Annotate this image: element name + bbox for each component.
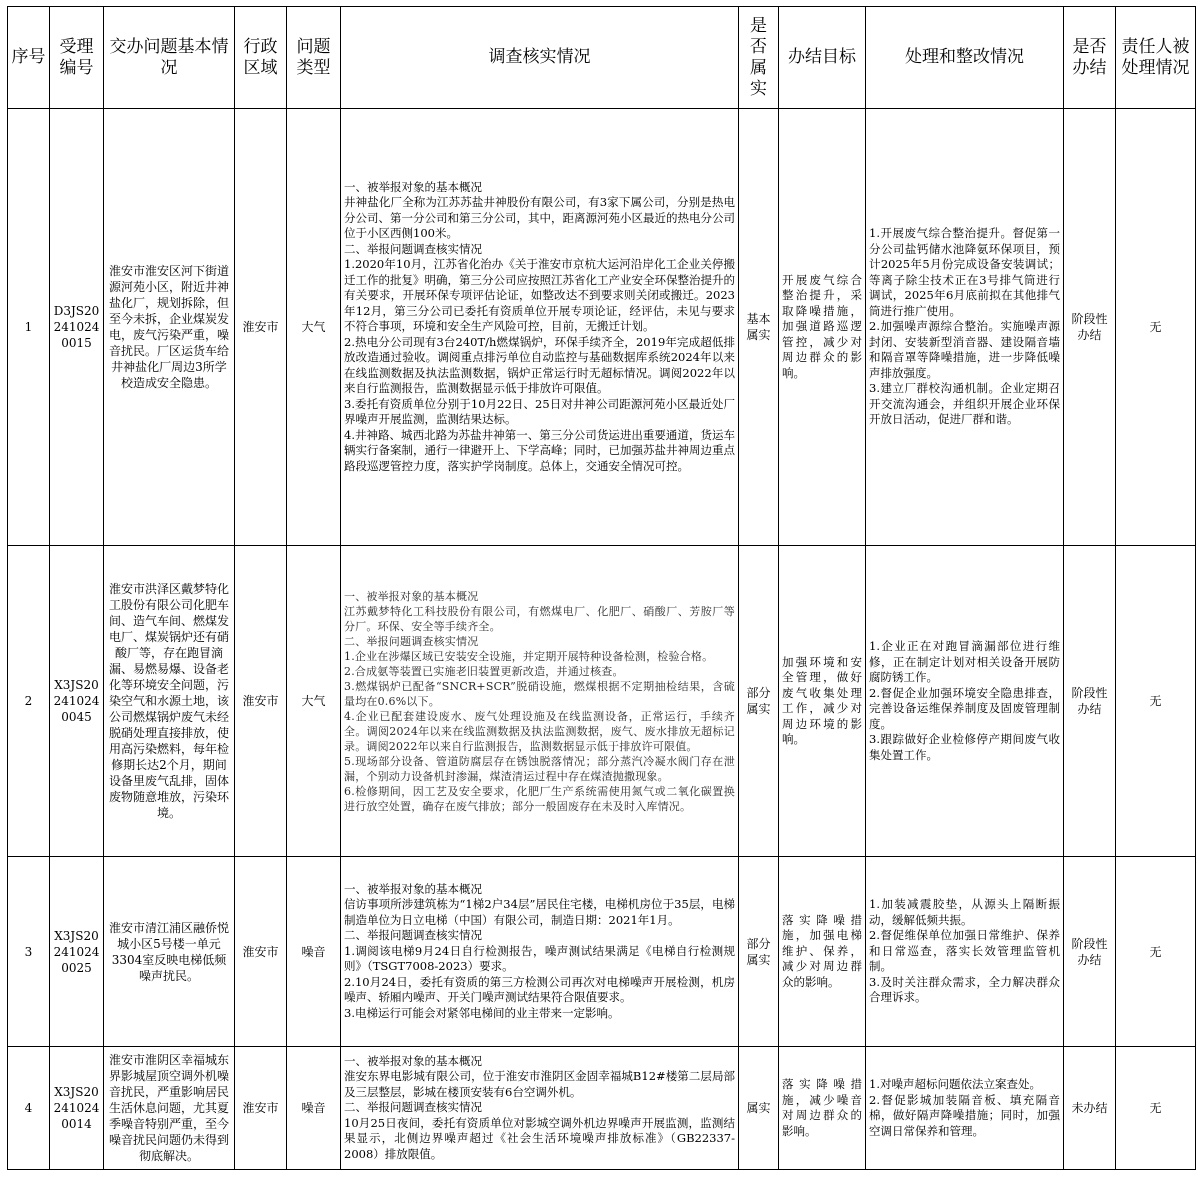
investigation-line: 二、举报问题调查核实情况 bbox=[344, 928, 482, 943]
table-row bbox=[8, 546, 1196, 857]
cell-problem: 淮安市淮阴区幸福城东界影城屋顶空调外机噪音扰民，严重影响居民生活休息问题，尤其夏季噪音特别严重，至今噪音扰民问题仍未得到彻底解决。 bbox=[104, 1047, 235, 1170]
rectification-line: 1.加装减震胶垫，从源头上隔断振动，缓解低频共振。 bbox=[869, 897, 1060, 927]
header-closed: 是否办结 bbox=[1064, 7, 1116, 109]
cell-case-no: X3JS202410240025 bbox=[50, 857, 104, 1047]
investigation-line: 江苏戴梦特化工科技股份有限公司，有燃煤电厂、化肥厂、硝酸厂、芳胺厂等分厂。环保、安全等手续齐全。 bbox=[344, 604, 735, 633]
cell-rectification bbox=[866, 1047, 1064, 1170]
header-goal: 办结目标 bbox=[779, 7, 866, 109]
cell-verified: 部分属实 bbox=[739, 546, 779, 857]
investigation-line: 二、举报问题调查核实情况 bbox=[344, 1100, 482, 1115]
investigation-line: 一、被举报对象的基本概况 bbox=[344, 179, 482, 194]
cell-rectification bbox=[866, 109, 1064, 546]
investigation-line: 井神盐化厂全称为江苏苏盐井神股份有限公司，有3家下属公司，分别是热电分公司、第一分公司和第三分公司，其中，距离源河苑小区最近的热电分公司位于小区西侧100米。 bbox=[344, 195, 735, 241]
investigation-line: 二、举报问题调查核实情况 bbox=[344, 241, 482, 256]
cell-seq: 3 bbox=[8, 857, 50, 1047]
investigation-line: 2.合成氨等装置已实施老旧装置更新改造，并通过核查。 bbox=[344, 664, 624, 678]
cell-case-no: X3JS202410240014 bbox=[50, 1047, 104, 1170]
header-row bbox=[8, 7, 1196, 109]
rectification-line: 2.督促企业加强环境安全隐患排查，完善设备运维保养制度及固废管理制度。 bbox=[869, 685, 1060, 731]
cell-district: 淮安市 bbox=[235, 1047, 287, 1170]
cell-goal: 落实降噪措施，加强电梯维护、保养，减少对周边群众的影响。 bbox=[779, 857, 866, 1047]
cell-case-no: D3JS202410240015 bbox=[50, 109, 104, 546]
investigation-line: 2.热电分公司现有3台240T/h燃煤锅炉，环保手续齐全，2019年完成超低排放改造通过验收。调阅重点排污单位自动监控与基础数据库系统2024年以来在线监测数据及执法监测数据，锅炉正常运行时无超标情况。调阅2022年以来自行监测报告，监测数据显示低于排放许可限值。 bbox=[344, 334, 735, 396]
rectification-line: 2.加强噪声源综合整治。实施噪声源封闭、安装新型消音器、建设隔音墙和隔音罩等降噪措施，进一步降低噪声排放强度。 bbox=[869, 319, 1060, 380]
header-verified: 是否属实 bbox=[739, 7, 779, 109]
cell-goal: 开展废气综合整治提升，采取降噪措施，加强道路巡逻管控，减少对周边群众的影响。 bbox=[779, 109, 866, 546]
cell-accountability: 无 bbox=[1116, 1047, 1196, 1170]
cell-seq: 4 bbox=[8, 1047, 50, 1170]
cell-verified: 部分属实 bbox=[739, 857, 779, 1047]
cell-district: 淮安市 bbox=[235, 109, 287, 546]
rectification-line: 3.建立厂群校沟通机制。企业定期召开交流沟通会，并组织开展企业环保开放日活动，促进厂群和谐。 bbox=[869, 381, 1060, 427]
investigation-line: 信访事项所涉建筑栋为“1梯2户34层”居民住宅楼，电梯机房位于35层，电梯制造单位为日立电梯（中国）有限公司，制造日期：2021年1月。 bbox=[344, 897, 735, 927]
cell-case-no: X3JS202410240045 bbox=[50, 546, 104, 857]
investigation-line: 3.委托有资质单位分别于10月22日、25日对井神公司距源河苑小区最近处厂界噪声开展监测，监测结果达标。 bbox=[344, 396, 735, 427]
cell-closed: 阶段性办结 bbox=[1064, 546, 1116, 857]
cell-verified: 基本属实 bbox=[739, 109, 779, 546]
header-type: 问题类型 bbox=[287, 7, 341, 109]
table-row bbox=[8, 1047, 1196, 1170]
investigation-line: 2.10月24日，委托有资质的第三方检测公司再次对电梯噪声开展检测，机房噪声、轿厢内噪声、开关门噪声测试结果符合限值要求。 bbox=[344, 974, 735, 1005]
investigation-line: 淮安东界电影城有限公司，位于淮安市淮阴区金固幸福城B12#楼第二层局部及三层整层，影城在楼顶安装有6台空调外机。 bbox=[344, 1069, 735, 1099]
investigation-line: 1.调阅该电梯9月24日自行检测报告，噪声测试结果满足《电梯自行检测规则》（TSGT7008-2023）要求。 bbox=[344, 943, 735, 974]
cell-seq: 2 bbox=[8, 546, 50, 857]
cell-closed: 未办结 bbox=[1064, 1047, 1116, 1170]
complaint-table bbox=[7, 6, 1196, 1170]
cell-accountability: 无 bbox=[1116, 546, 1196, 857]
cell-seq: 1 bbox=[8, 109, 50, 546]
cell-type: 噪音 bbox=[287, 857, 341, 1047]
cell-problem: 淮安市洪泽区戴梦特化工股份有限公司化肥车间、造气车间、燃煤发电厂、煤炭锅炉还有硝酸厂等，存在跑冒滴漏、易燃易爆、设备老化等环境安全问题，污染空气和水源土地，该公司燃煤锅炉废气未经脱硝处理直接排放，使用高污染燃料，每年检修期长达2个月，期间设备里废气乱排，固体废物随意堆放，污染环境。 bbox=[104, 546, 235, 857]
rectification-line: 3.跟踪做好企业检修停产期间废气收集处置工作。 bbox=[869, 732, 1060, 762]
header-seq: 序号 bbox=[8, 7, 50, 109]
cell-closed: 阶段性办结 bbox=[1064, 109, 1116, 546]
investigation-line: 1.2020年10月，江苏省化治办《关于淮安市京杭大运河沿岸化工企业关停搬迁工作的批复》明确，第三分公司应按照江苏省化工产业安全环保整治提升的有关要求，开展环保专项评估论证，如整改达不到要求则关闭或搬迁。2023年12月，第三分公司已委托有资质单位开展专项论证，经评估，未见与要求不符合事项，环境和安全生产风险可控，目前，无搬迁计划。 bbox=[344, 257, 735, 334]
rectification-line: 1.企业正在对跑冒滴漏部位进行维修，正在制定计划对相关设备开展防腐防锈工作。 bbox=[869, 639, 1060, 684]
investigation-line: 10月25日夜间，委托有资质单位对影城空调外机边界噪声开展监测，监测结果显示，北侧边界噪声超过《社会生活环境噪声排放标准》（GB22337-2008）排放限值。 bbox=[344, 1115, 735, 1161]
investigation-line: 6.检修期间，因工艺及安全要求，化肥厂生产系统需使用氮气或二氧化碳置换进行放空处置，确存在废气排放；部分一般固废存在未及时入库情况。 bbox=[344, 784, 735, 813]
investigation-line: 5.现场部分设备、管道防腐层存在锈蚀脱落情况；部分蒸汽冷凝水阀门存在泄漏，个别动力设备机封渗漏，煤渣清运过程中存在煤渣抛撒现象。 bbox=[344, 754, 735, 783]
table-row bbox=[8, 109, 1196, 546]
rectification-line: 3.及时关注群众需求，全力解决群众合理诉求。 bbox=[869, 974, 1060, 1005]
header-case-no: 受理编号 bbox=[50, 7, 104, 109]
header-accountability: 责任人被处理情况 bbox=[1116, 7, 1196, 109]
header-district: 行政区域 bbox=[235, 7, 287, 109]
header-rectification: 处理和整改情况 bbox=[866, 7, 1064, 109]
cell-rectification bbox=[866, 546, 1064, 857]
investigation-line: 1.企业在涉爆区域已安装安全设施，并定期开展特种设备检测，检验合格。 bbox=[344, 649, 714, 663]
header-investigation: 调查核实情况 bbox=[341, 7, 739, 109]
rectification-line: 1.开展废气综合整治提升。督促第一分公司盐钙储水池降氨环保项目，预计2025年5月份完成设备安装调试；等离子除尘技术正在3号排气筒进行调试，2025年6月底前拟在其他排气筒进行推广使用。 bbox=[869, 226, 1060, 318]
cell-type: 大气 bbox=[287, 546, 341, 857]
cell-investigation bbox=[341, 1047, 739, 1170]
cell-investigation bbox=[341, 109, 739, 546]
cell-closed: 阶段性办结 bbox=[1064, 857, 1116, 1047]
investigation-line: 一、被举报对象的基本概况 bbox=[344, 589, 479, 603]
header-problem: 交办问题基本情况 bbox=[104, 7, 235, 109]
rectification-line: 2.督促影城加装隔音板、填充隔音棉，做好隔声降噪措施；同时，加强空调日常保养和管理。 bbox=[869, 1092, 1060, 1138]
investigation-line: 一、被举报对象的基本概况 bbox=[344, 881, 482, 896]
cell-problem: 淮安市清江浦区融侨悦城小区5号楼一单元3304室反映电梯低频噪声扰民。 bbox=[104, 857, 235, 1047]
cell-investigation bbox=[341, 857, 739, 1047]
cell-type: 大气 bbox=[287, 109, 341, 546]
cell-verified: 属实 bbox=[739, 1047, 779, 1170]
investigation-line: 3.燃煤锅炉已配备“SNCR+SCR”脱硝设施，燃煤根据不定期抽检结果，含硫量均在0.6%以下。 bbox=[344, 679, 735, 708]
cell-district: 淮安市 bbox=[235, 857, 287, 1047]
rectification-line: 2.督促维保单位加强日常维护、保养和日常巡查，落实长效管理监管机制。 bbox=[869, 928, 1060, 974]
cell-accountability: 无 bbox=[1116, 109, 1196, 546]
cell-type: 噪音 bbox=[287, 1047, 341, 1170]
investigation-line: 4.企业已配套建设废水、废气处理设施及在线监测设备，正常运行，手续齐全。调阅2024年以来在线监测数据及执法监测数据，废气、废水排放无超标记录。调阅2022年以来自行监测报告，监测数据显示低于排放许可限值。 bbox=[344, 709, 735, 753]
table-row bbox=[8, 857, 1196, 1047]
investigation-line: 一、被举报对象的基本概况 bbox=[344, 1053, 482, 1068]
cell-investigation bbox=[341, 546, 739, 857]
cell-rectification bbox=[866, 857, 1064, 1047]
cell-district: 淮安市 bbox=[235, 546, 287, 857]
investigation-line: 3.电梯运行可能会对紧邻电梯间的业主带来一定影响。 bbox=[344, 1005, 620, 1020]
cell-accountability: 无 bbox=[1116, 857, 1196, 1047]
rectification-line: 1.对噪声超标问题依法立案查处。 bbox=[869, 1077, 1041, 1091]
cell-goal: 加强环境和安全管理，做好废气收集处理工作，减少对周边环境的影响。 bbox=[779, 546, 866, 857]
investigation-line: 二、举报问题调查核实情况 bbox=[344, 634, 479, 648]
cell-goal: 落实降噪措施，减少噪音对周边群众的影响。 bbox=[779, 1047, 866, 1170]
investigation-line: 4.井神路、城西北路为苏盐井神第一、第三分公司货运进出重要通道，货运车辆实行备案制，通行一律避开上、下学高峰；同时，已加强苏盐井神周边重点路段巡逻管控力度，落实护学岗制度。总体上，交通安全情况可控。 bbox=[344, 427, 735, 473]
cell-problem: 淮安市淮安区河下街道源河苑小区，附近井神盐化厂，规划拆除，但至今未拆，企业煤炭发电，废气污染严重，噪音扰民。厂区运货车给井神盐化厂周边3所学校造成安全隐患。 bbox=[104, 109, 235, 546]
